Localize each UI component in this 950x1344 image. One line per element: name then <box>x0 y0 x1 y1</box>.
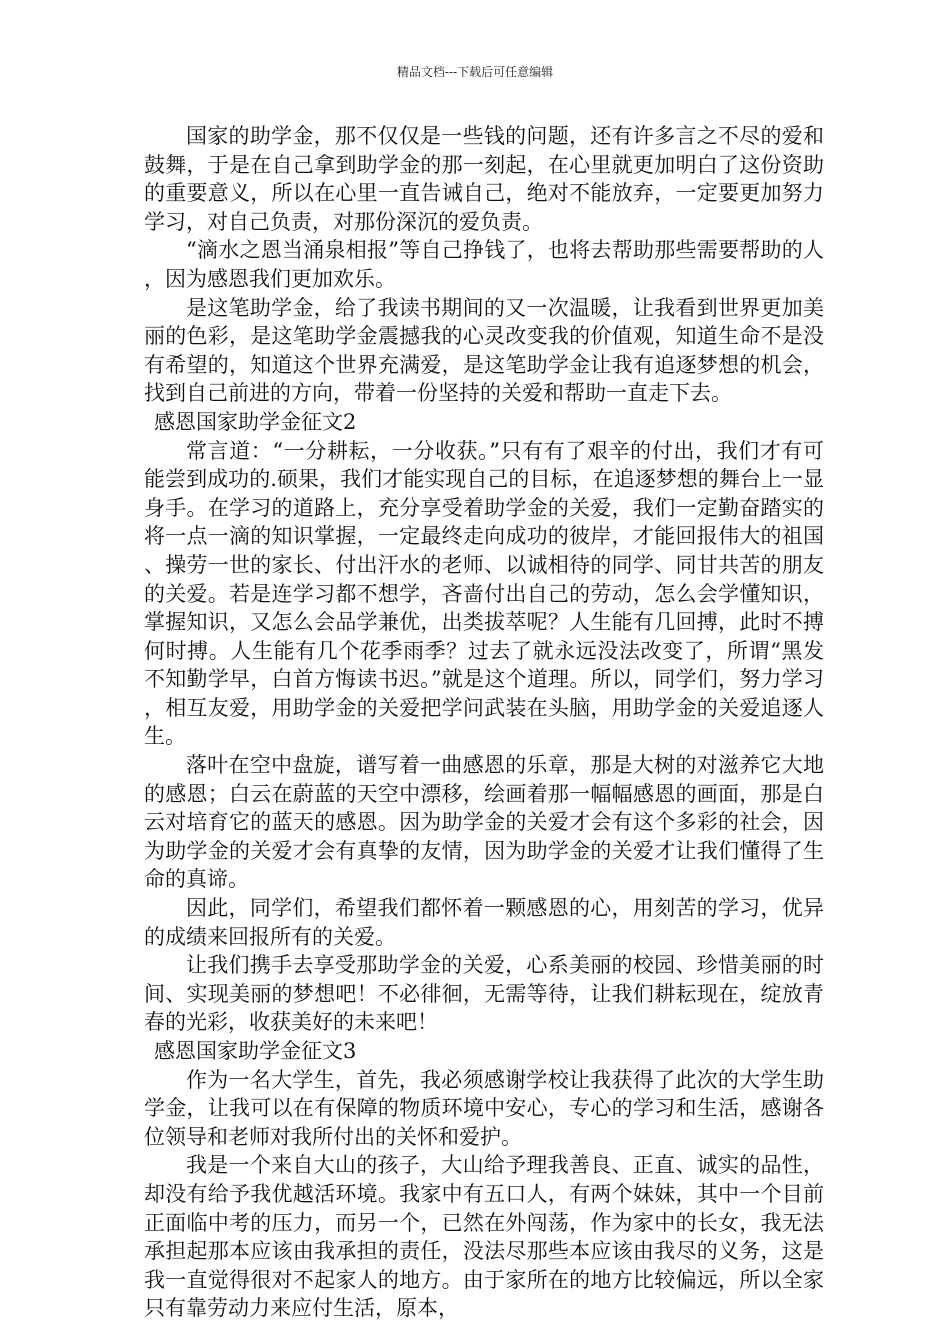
paragraph: 国家的助学金，那不仅仅是一些钱的问题，还有许多言之不尽的爱和鼓舞，于是在自己拿到助学金的那一刻起，在心里就更加明白了这份资助的重要意义，所以在心里一直告诫自己，绝对不能放弃，一定要更加努力学习，对自己负责，对那份深沉的爱负责。 <box>144 124 824 234</box>
paragraph: 作为一名大学生，首先，我必须感谢学校让我获得了此次的大学生助学金，让我可以在有保障的物质环境中安心，专心的学习和生活，感谢各位领导和老师对我所付出的关怀和爱护。 <box>144 1067 824 1149</box>
paragraph: 让我们携手去享受那助学金的关爱，心系美丽的校园、珍惜美丽的时间、实现美丽的梦想吧！不必徘徊，无需等待，让我们耕耘现在，绽放青春的光彩，收获美好的未来吧！ <box>144 953 824 1035</box>
paragraph: 落叶在空中盘旋，谱写着一曲感恩的乐章，那是大树的对滋养它大地的感恩；白云在蔚蓝的天空中漂移，绘画着那一幅幅感恩的画面，那是白云对培育它的蓝天的感恩。因为助学金的关爱才会有这个多彩的社会，因为助学金的关爱才会有真挚的友情，因为助学金的关爱才让我们懂得了生命的真谛。 <box>144 753 824 892</box>
paragraph: 是这笔助学金，给了我读书期间的又一次温暖，让我看到世界更加美丽的色彩，是这笔助学金震撼我的心灵改变我的价值观，知道生命不是没有希望的，知道这个世界充满爱，是这笔助学金让我有追逐梦想的机会，找到自己前进的方向，带着一份坚持的关爱和帮助一直走下去。 <box>144 295 824 406</box>
section-heading: 感恩国家助学金征文2 <box>154 409 357 434</box>
paragraph: “滴水之恩当涌泉相报”等自己挣钱了，也将去帮助那些需要帮助的人，因为感恩我们更加欢乐。 <box>144 238 824 291</box>
page-header: 精品文档---下载后可任意编辑 <box>396 65 554 79</box>
section-heading: 感恩国家助学金征文3 <box>154 1039 357 1063</box>
paragraph: 常言道：“一分耕耘，一分收获。”只有有了艰辛的付出，我们才有可能尝到成功的.硕果，我们才能实现自己的目标，在追逐梦想的舞台上一显身手。在学习的道路上，充分享受着助学金的关爱，我们一定勤奋踏实的将一点一滴的知识掌握，一定最终走向成功的彼岸，才能回报伟大的祖国、操劳一世的家长、付出汗水的老师、以诚相待的同学、同甘共苦的朋友的关爱。若是连学习都不想学，吝啬付出自己的劳动，怎么会学懂知识，掌握知识，又怎么会品学兼优，出类拔萃呢？人生能有几回搏，此时不搏何时搏。人生能有几个花季雨季？过去了就永远没法改变了，所谓“黑发不知勤学早，白首方悔读书迟。”就是这个道理。所以，同学们，努力学习，相互友爱，用助学金的关爱把学问武装在头脑，用助学金的关爱追逐人生。 <box>144 438 824 749</box>
document-body <box>144 122 824 1323</box>
paragraph: 因此，同学们，希望我们都怀着一颗感恩的心，用刻苦的学习，优异的成绩来回报所有的关爱。 <box>144 896 824 949</box>
paragraph: 我是一个来自大山的孩子，大山给予理我善良、正直、诚实的品性，却没有给予我优越活环境。我家中有五口人，有两个妹妹，其中一个目前正面临中考的压力，而另一个，已然在外闯荡，作为家中的长女，我无法承担起那本应该由我承担的责任，没法尽那些本应该由我尽的义务，这是我一直觉得很对不起家人的地方。由于家所在的地方比较偏远，所以全家只有靠劳动力来应付生活，原本， <box>144 1153 824 1321</box>
